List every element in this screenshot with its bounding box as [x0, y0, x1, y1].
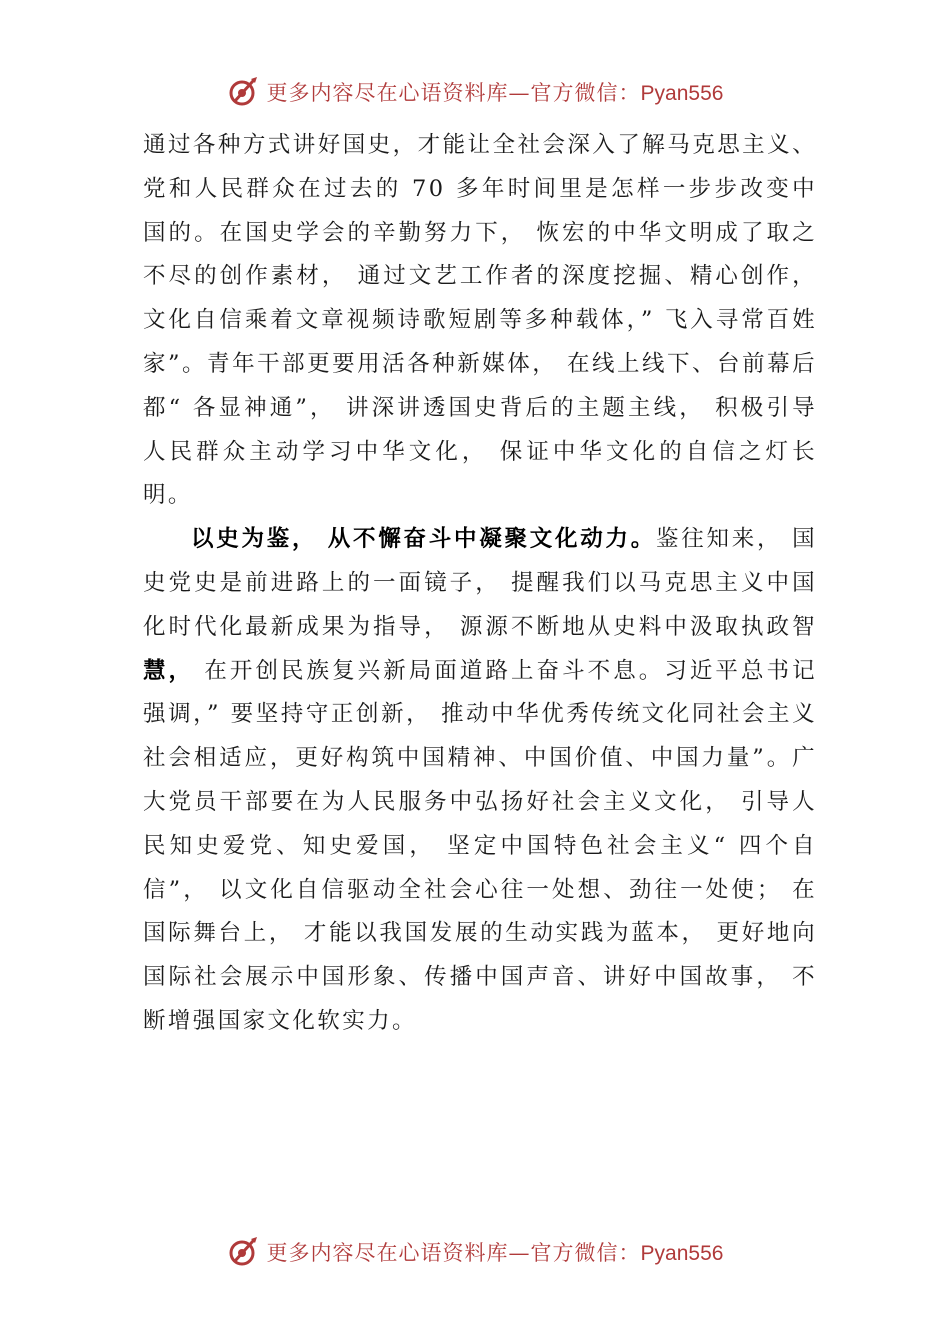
brush-logo-icon [227, 75, 261, 109]
brush-logo-icon [227, 1235, 261, 1269]
document-body [143, 124, 817, 1044]
footer-wechat-id: Pyan556 [640, 1242, 724, 1265]
paragraph-1: 通过各种方式讲好国史，才能让全社会深入了解马克思主义、党和人民群众在过去的 70 多年时间里是怎样一步步改变中国的。在国史学会的辛勤努力下， 恢宏的中华文明成了取之不尽的创作素材， 通过文艺工作者的深度挖掘、精心创作， 文化自信乘着文章视频诗歌短剧等多种载体，” 飞入寻常百姓家”。青年干部更要用活各种新媒体， 在线上线下、台前幕后都“ 各显神通”， 讲深讲透国史背后的主题主线， 积极引导人民群众主动学习中华文化， 保证中华文化的自信之灯长明。 [143, 132, 817, 509]
header-banner-text: 更多内容尽在心语资料库—官方微信：Pyan556 [266, 81, 724, 105]
footer-banner [0, 1232, 950, 1272]
header-wechat-id: Pyan556 [640, 82, 724, 105]
paragraph-2-text-a: 鉴往知来， 国史党史是前进路上的一面镜子， 提醒我们以马克思主义中国化时代化最新成果为指导， 源源不断地从史料中汲取执政智 [143, 526, 818, 640]
paragraph-2-text-b: 在开创民族复兴新局面道路上奋斗不息。习近平总书记强调，” 要坚持守正创新， 推动中华优秀传统文化同社会主义社会相适应，更好构筑中国精神、中国价值、中国力量”。广大党员干部要在为人民服务中弘扬好社会主义文化， 引导人民知史爱党、知史爱国， 坚定中国特色社会主义“ 四个自信”， 以文化自信驱动全社会心往一处想、劲往一处使； 在国际舞台上， 才能以我国发展的生动实践为蓝本， 更好地向国际社会展示中国形象、传播中国声音、讲好中国故事， 不断增强国家文化软实力。 [143, 657, 817, 1034]
paragraph-2-heading: 以史为鉴， 从不懈奋斗中凝聚文化动力。 [191, 526, 656, 553]
footer-banner-text: 更多内容尽在心语资料库—官方微信：Pyan556 [266, 1241, 724, 1265]
paragraph-2-bold-char: 慧， [143, 657, 195, 684]
paragraph-2 [143, 518, 817, 1044]
header-banner [0, 72, 950, 112]
